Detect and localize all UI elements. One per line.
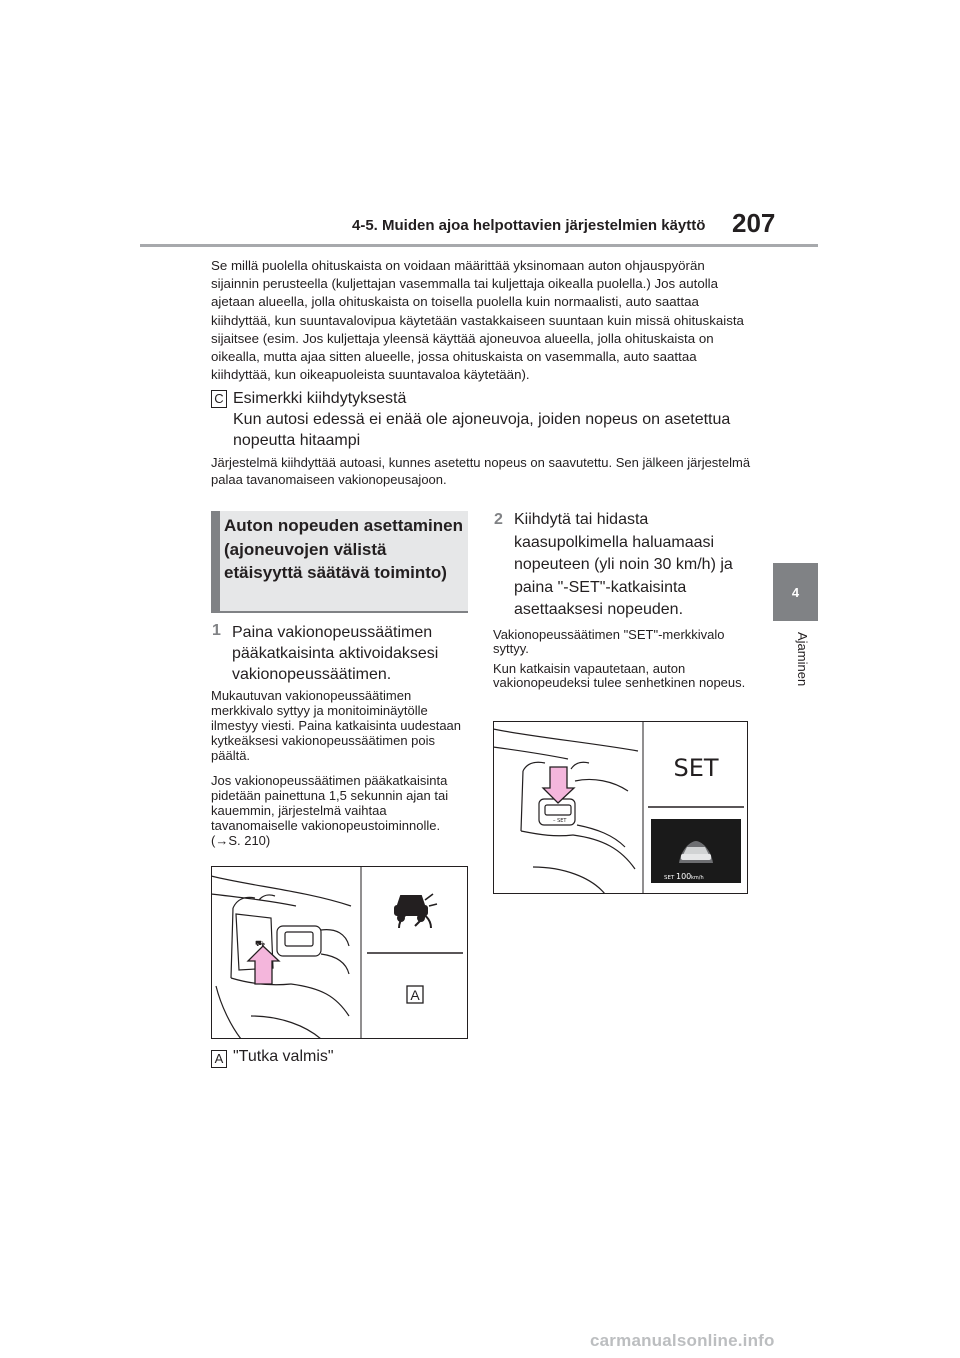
label-a-box: A — [211, 1050, 227, 1068]
step-2-note-2: Kun katkaisin vapautetaan, auton vakionopeudeksi tulee senhetkinen nopeus. — [493, 661, 746, 690]
step-2-note-1: Vakionopeussäätimen "SET"-merkkivalo syttyy. — [493, 627, 725, 656]
section-heading-bar — [211, 511, 220, 611]
example-title-line1: Esimerkki kiihdytyksestä — [233, 390, 407, 407]
label-a-figure-text: A — [410, 987, 420, 1003]
watermark: carmanualsonline.info — [590, 1331, 775, 1350]
set-indicator-text: SET — [673, 754, 719, 782]
step-1-note-2: Jos vakionopeussäätimen pääkatkaisinta pidetään painettuna 1,5 sekunnin ajan tai kauemmin, järjestelmä vaihtaa tavanomaiselle vakionopeustoiminnolle. (→S. 210) — [211, 773, 449, 848]
chapter-tab[interactable] — [773, 563, 818, 621]
step-1-number: 1 — [212, 622, 221, 639]
chapter-number: 4 — [791, 584, 800, 600]
header-divider — [140, 244, 818, 247]
step-1-text: Paina vakionopeussäätimen pääkatkaisinta aktivoidaksesi vakionopeussäätimen. — [232, 624, 439, 683]
step-1-note-1: Mukautuvan vakionopeussäätimen merkkivalo syttyy ja monitoiminäytölle ilmestyy viesti. Paina katkaisinta uudestaan kytkeäksesi vakionopeussäätimen pois päältä. — [211, 688, 462, 763]
figure-set-switch — [493, 721, 748, 894]
intro-paragraph: Se millä puolella ohituskaista on voidaan määrittää yksinomaan auton ohjauspyörän sijainnin perusteella (kuljettajan vasemmalla tai kuljettaja oikealla puolella.) Jos autolla ajetaan alueella, jolla ohituskaista on toisella puolella kuin normaalisti, auto saattaa kiihdyttää, kun suuntavalovipua käytetään vastakkaiseen suuntaan kuin missä ohituskaista sijaitsee (esim. Jos kuljettaja yleensä käyttää ajoneuvoa alueella, jolla ohituskaista on oikealla, mutta ajaa sitten alueelle, jossa ohituskaista on vasemmalla, auto saattaa kiihdyttää, kun oikeapuoleista suuntavaloa käytetään). — [211, 258, 744, 383]
section-title: 4-5. Muiden ajoa helpottavien järjestelmien käyttö — [352, 217, 706, 234]
figure-radar-ready — [211, 866, 468, 1039]
label-c-box: C — [211, 390, 227, 408]
step-2-number: 2 — [494, 511, 503, 528]
page-number: 207 — [732, 208, 776, 238]
display-set-text: SET — [664, 875, 675, 881]
display-unit-text: km/h — [691, 875, 704, 881]
example-note: Järjestelmä kiihdyttää autoasi, kunnes asetettu nopeus on saavutettu. Sen jälkeen järjestelmä palaa tavanomaiseen vakionopeusajoon. — [211, 455, 751, 487]
step-2-text: Kiihdytä tai hidasta kaasupolkimella haluamaasi nopeuteen (yli noin 30 km/h) ja paina "-SET"-katkaisinta asettaaksesi nopeuden. — [514, 511, 733, 619]
section-heading: Auton nopeuden asettaminen (ajoneuvojen välistä etäisyyttä säätävä toiminto) — [224, 516, 463, 582]
chapter-label: Ajaminen — [795, 632, 810, 687]
svg-text:⛟: ⛟ — [255, 939, 266, 948]
example-title — [233, 388, 753, 451]
figure-a-caption: "Tutka valmis" — [233, 1048, 334, 1065]
example-title-line2: Kun autosi edessä ei enää ole ajoneuvoja, joiden nopeus on asetettua nopeutta hitaampi — [233, 411, 731, 449]
display-speed-text: 100 — [676, 872, 692, 881]
switch-set-label: – SET — [553, 818, 567, 824]
